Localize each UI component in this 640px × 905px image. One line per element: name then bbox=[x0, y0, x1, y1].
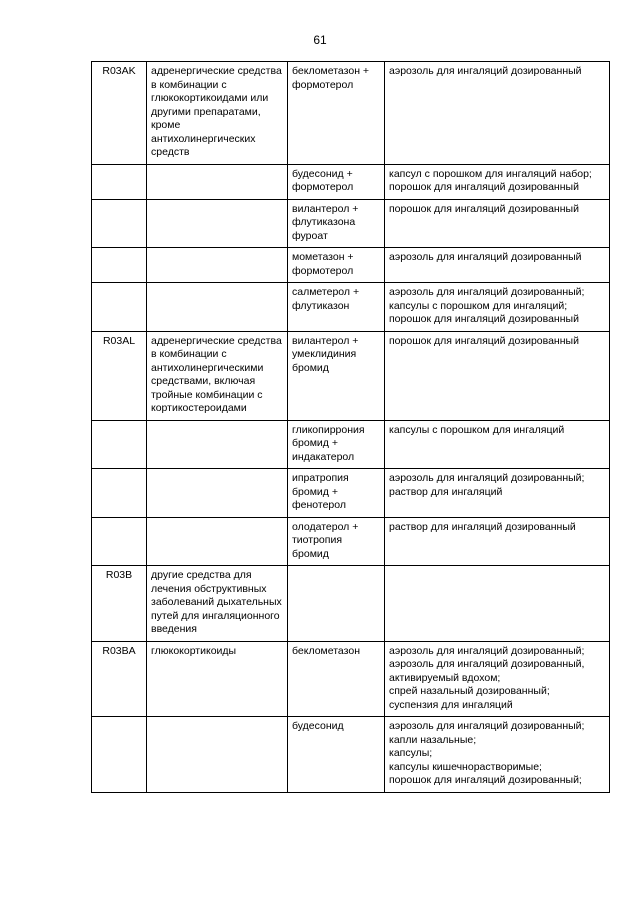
table-row bbox=[92, 62, 610, 165]
atc-code-cell: R03BA bbox=[92, 641, 147, 717]
group-name-cell bbox=[147, 283, 288, 332]
dosage-form-line: порошок для ингаляций дозированный bbox=[389, 202, 579, 215]
atc-code-cell bbox=[92, 420, 147, 469]
drug-name-cell: олодатерол + тиотропия бромид bbox=[288, 517, 385, 566]
dosage-forms-cell bbox=[385, 517, 610, 566]
drug-name-cell: гликопиррония бромид + индакатерол bbox=[288, 420, 385, 469]
drug-name-cell: беклометазон + формотерол bbox=[288, 62, 385, 165]
dosage-form-line: порошок для ингаляций дозированный bbox=[389, 181, 579, 193]
page-number: 61 bbox=[313, 33, 327, 47]
dosage-forms-cell bbox=[385, 248, 610, 283]
atc-code-cell bbox=[92, 517, 147, 566]
dosage-form-line: капсулы; bbox=[389, 747, 433, 759]
dosage-form-line: капсулы кишечнорастворимые; bbox=[389, 760, 542, 773]
drug-name-cell: беклометазон bbox=[288, 641, 385, 717]
dosage-forms-cell bbox=[385, 283, 610, 332]
table-row bbox=[92, 517, 610, 566]
dosage-forms-cell bbox=[385, 717, 610, 793]
group-name-cell: адренергические средства в комбинации с антихолинергическими средствами, включая тройные комбинации с кортикостероидами bbox=[147, 331, 288, 420]
atc-code-cell bbox=[92, 469, 147, 518]
atc-code-cell: R03AL bbox=[92, 331, 147, 420]
dosage-form-line: раствор для ингаляций bbox=[389, 485, 503, 498]
dosage-forms-cell bbox=[385, 469, 610, 518]
atc-code-cell: R03AK bbox=[92, 62, 147, 165]
group-name-cell bbox=[147, 199, 288, 248]
group-name-cell bbox=[147, 469, 288, 518]
drug-name-cell: мометазон + формотерол bbox=[288, 248, 385, 283]
table-row bbox=[92, 331, 610, 420]
atc-code-cell bbox=[92, 164, 147, 199]
table-row bbox=[92, 248, 610, 283]
drug-name-cell: салметерол + флутиказон bbox=[288, 283, 385, 332]
dosage-form-line: аэрозоль для ингаляций дозированный; bbox=[389, 644, 585, 657]
group-name-cell: глюкокортикоиды bbox=[147, 641, 288, 717]
table-row bbox=[92, 283, 610, 332]
group-name-cell bbox=[147, 164, 288, 199]
dosage-form-line: аэрозоль для ингаляций дозированный bbox=[389, 251, 582, 263]
dosage-form-line: суспензия для ингаляций bbox=[389, 698, 513, 711]
dosage-form-line: аэрозоль для ингаляций дозированный, активируемый вдохом; bbox=[389, 658, 585, 684]
table-row bbox=[92, 641, 610, 717]
table-row bbox=[92, 199, 610, 248]
group-name-cell: другие средства для лечения обструктивных заболеваний дыхательных путей для ингаляционного введения bbox=[147, 566, 288, 642]
drug-table bbox=[91, 61, 610, 793]
atc-code-cell bbox=[92, 717, 147, 793]
drug-name-cell: будесонид bbox=[288, 717, 385, 793]
table-row bbox=[92, 164, 610, 199]
dosage-form-line: аэрозоль для ингаляций дозированный; bbox=[389, 472, 585, 484]
group-name-cell bbox=[147, 420, 288, 469]
dosage-form-line: капсул с порошком для ингаляций набор; bbox=[389, 167, 592, 180]
table-row bbox=[92, 469, 610, 518]
dosage-form-line: порошок для ингаляций дозированный bbox=[389, 313, 579, 325]
dosage-form-line: аэрозоль для ингаляций дозированный; bbox=[389, 286, 585, 298]
group-name-cell bbox=[147, 248, 288, 283]
dosage-form-line: капсулы с порошком для ингаляций; bbox=[389, 299, 568, 312]
dosage-form-line: порошок для ингаляций дозированный; bbox=[389, 774, 582, 786]
dosage-forms-cell bbox=[385, 199, 610, 248]
group-name-cell bbox=[147, 517, 288, 566]
dosage-forms-cell bbox=[385, 331, 610, 420]
dosage-forms-cell bbox=[385, 566, 610, 642]
dosage-form-line: спрей назальный дозированный; bbox=[389, 685, 550, 697]
drug-name-cell: вилантерол + умеклидиния бромид bbox=[288, 331, 385, 420]
drug-name-cell: ипратропия бромид + фенотерол bbox=[288, 469, 385, 518]
atc-code-cell bbox=[92, 248, 147, 283]
drug-name-cell: вилантерол + флутиказона фуроат bbox=[288, 199, 385, 248]
table-row bbox=[92, 420, 610, 469]
dosage-form-line: капсулы с порошком для ингаляций bbox=[389, 423, 565, 436]
table-row bbox=[92, 566, 610, 642]
dosage-forms-cell bbox=[385, 164, 610, 199]
table-row bbox=[92, 717, 610, 793]
dosage-forms-cell bbox=[385, 641, 610, 717]
dosage-form-line: аэрозоль для ингаляций дозированный; bbox=[389, 720, 585, 732]
group-name-cell bbox=[147, 717, 288, 793]
drug-name-cell: будесонид + формотерол bbox=[288, 164, 385, 199]
dosage-form-line: аэрозоль для ингаляций дозированный bbox=[389, 65, 582, 77]
atc-code-cell bbox=[92, 199, 147, 248]
atc-code-cell bbox=[92, 283, 147, 332]
group-name-cell: адренергические средства в комбинации с глюкокортикоидами или другими препаратами, кроме антихолинергических средств bbox=[147, 62, 288, 165]
drug-name-cell bbox=[288, 566, 385, 642]
dosage-forms-cell bbox=[385, 62, 610, 165]
dosage-form-line: порошок для ингаляций дозированный bbox=[389, 334, 579, 347]
atc-code-cell: R03B bbox=[92, 566, 147, 642]
dosage-forms-cell bbox=[385, 420, 610, 469]
dosage-form-line: капли назальные; bbox=[389, 733, 477, 746]
dosage-form-line: раствор для ингаляций дозированный bbox=[389, 520, 576, 533]
